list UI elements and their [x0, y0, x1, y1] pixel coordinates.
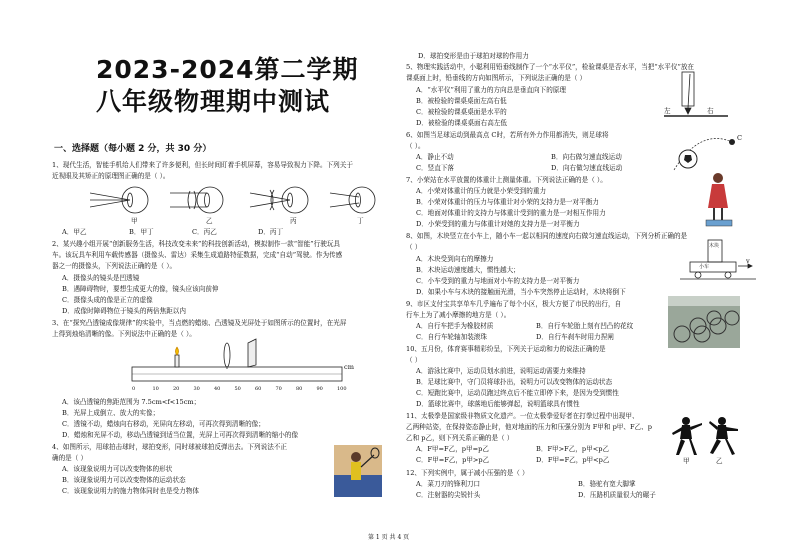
- ruler-tick-label: 40: [214, 386, 221, 392]
- q11-line1: 11、太极拳是国家级非物质文化遗产。一位太极拳爱好者在打拳过程中出现甲、: [406, 412, 639, 420]
- level-right-label: 右: [707, 107, 714, 115]
- q9-option-b: B．自行车轮胎上刻有凹凸的花纹: [536, 322, 634, 330]
- q7-option-d: D．小荣受到的重力与体重计对她的支持力是一对平衡力: [416, 220, 580, 228]
- scale-person-figure: [700, 170, 740, 230]
- q11-option-c: C．F甲=F乙，p甲>p乙: [416, 456, 490, 464]
- q5-line1: 5、物理实践活动中，小聪利用铅垂线制作了一个“水平仪”，检验课桌是否水平，当把“水平仪”放在: [406, 63, 695, 71]
- q9-option-d: D．自行车刹车时用力捏闸: [536, 333, 614, 341]
- q9-option-c: C．自行车轮轴加装滚珠: [416, 333, 487, 341]
- q2-option-d: D．成像时障碍物位于镜头的两倍焦距以内: [62, 307, 186, 315]
- q4-option-b: B．该现象说明力可以改变物体的运动状态: [62, 476, 186, 484]
- q12-option-c: C．注射器的尖锐针头: [416, 491, 481, 499]
- ruler-tick-label: 50: [234, 386, 241, 392]
- q1-option-a: A．甲乙: [62, 228, 87, 236]
- q7-option-b: B．小荣对体重计的压力与体重计对小荣的支持力是一对平衡力: [416, 198, 599, 206]
- football-diagram: [670, 132, 743, 172]
- ruler-tick-label: 0: [132, 386, 136, 392]
- ruler-tick-label: 20: [173, 386, 180, 392]
- q3-line2: 上得到烛焰清晰的像。下列说法中正确的是（ ）。: [52, 330, 196, 338]
- q8-line2: （ ）: [406, 243, 422, 251]
- level-diagram: [662, 70, 732, 125]
- q6-option-c: C．竖直下落: [416, 164, 455, 172]
- q10-option-c: C．短跑比赛中，运动员跑过终点后不能立即停下来，是因为受到惯性: [416, 389, 619, 397]
- eye-label-1: 甲: [131, 217, 138, 225]
- section-heading: 一、选择题（每小题 2 分，共 30 分）: [54, 144, 212, 154]
- q12-option-d: D．压路机质量很大的碾子: [578, 491, 656, 499]
- q6-option-a: A．静止不动: [416, 153, 454, 161]
- q3-option-b: B．光屏上成倒立、放大的实像；: [62, 409, 160, 417]
- taiji-label-2: 乙: [716, 457, 723, 465]
- q5-option-b: B．被检验的课桌桌面左高右低: [416, 97, 507, 105]
- q2-line2: 车。该玩具车利用车载传感器（摄像头、雷达）采集生成道路特征数据，完成“自动”驾驶。作为传感: [52, 251, 343, 259]
- page-footer: 第 1 页 共 4 页: [368, 534, 410, 541]
- q5-option-d: D．被检验的课桌桌面右高左低: [416, 119, 508, 127]
- q2-line1: 2、某兴趣小组开展“创新服务生活，科技改变未来”的科技创新活动，模拟制作一款“智能”行驶玩具: [52, 240, 341, 248]
- q3-option-a: A．该凸透镜的焦距范围为 7.5cm<f<15cm；: [62, 398, 201, 406]
- q10-option-d: D．篮球比赛中，球落地后能够弹起，说明篮球具有惯性: [416, 400, 580, 408]
- q10-line1: 10、五月份，体育赛事精彩纷呈，下列关于运动和力的说法正确的是: [406, 345, 606, 353]
- q10-option-a: A．游泳比赛中，运动员划水前进，说明运动需要力来维持: [416, 367, 586, 375]
- optical-bench: [130, 335, 370, 395]
- ruler-tick-label: 70: [275, 386, 282, 392]
- title-line2: 八年级物理期中测试: [96, 87, 331, 116]
- q4-option-c: C．该现象说明力的施力物体同时也是受力物体: [62, 487, 199, 495]
- ball-point-label: C: [737, 134, 743, 142]
- q7-line1: 7、小荣站在水平放置的体重计上测量体重。下列说法正确的是（ ）。: [406, 176, 607, 184]
- q9-line2: 行车上为了减小摩擦的地方是（ ）。: [406, 311, 511, 319]
- q6-line2: （ ）。: [406, 142, 425, 150]
- q11-option-a: A．F甲=F乙，p甲=p乙: [416, 445, 489, 453]
- q6-line1: 6、如图当足球运动到最高点 C时，若所有外力作用都消失，则足球将: [406, 131, 609, 139]
- badminton-photo: [334, 445, 382, 497]
- q12-option-a: A．菜刀刃的锋利刀口: [416, 480, 481, 488]
- q12-line1: 12、下列实例中，属于减小压强的是（ ）: [406, 469, 529, 477]
- q10-option-b: B．足球比赛中，守门员将球扑出，说明力可以改变物体的运动状态: [416, 378, 613, 386]
- q1-option-c: C．丙乙: [192, 228, 217, 236]
- ruler-tick-label: 30: [193, 386, 200, 392]
- shared-bikes-photo: [668, 296, 740, 348]
- q8-line1: 8、如图，木块竖立在小车上，随小车一起以相同的速度向右做匀速直线运动，下列分析正确的是: [406, 232, 688, 240]
- q1-option-d: D．丙丁: [258, 228, 284, 236]
- q4-line1: 4、如图所示，用球拍击球时，球拍变形，同时球被球拍反弹出去。下列说法不正: [52, 443, 287, 451]
- q8-option-c: C．小车受到的重力与地面对小车的支持力是一对平衡力: [416, 277, 580, 285]
- q7-option-a: A．小荣对体重计的压力就是小荣受到的重力: [416, 187, 547, 195]
- q4-option-d: D．球拍变形是由于球拍对球的作用力: [418, 52, 529, 60]
- title-line1: 2023-2024第二学期: [96, 55, 359, 84]
- q5-option-a: A．“水平仪”利用了重力的方向总是垂直向下的原理: [416, 86, 566, 94]
- q2-option-c: C．摄像头成的像是正立的虚像: [62, 296, 153, 304]
- q3-line1: 3、在“探究凸透镜成像规律”的实验中，当点燃的蜡烛、凸透镜及光屏处于如图所示的位置时，在光屏: [52, 319, 347, 327]
- eye-label-2: 乙: [206, 217, 213, 225]
- q10-line2: （ ）: [406, 356, 422, 364]
- q8-option-a: A．木块受到向右的摩擦力: [416, 255, 494, 263]
- cart-label: 小车: [699, 264, 710, 270]
- q8-option-d: D．如果小车与木块的接触面光滑，当小车突然停止运动时，木块将倒下: [416, 288, 626, 296]
- q9-option-a: A．自行车把手为橡胶材质: [416, 322, 494, 330]
- eye-label-3: 丙: [290, 217, 297, 225]
- q1-line2: 近视眼及其矫正的原理图正确的是（ ）。: [52, 172, 170, 180]
- q11-option-b: B．F甲>F乙，p甲<p乙: [536, 445, 610, 453]
- q5-option-c: C．被检验的课桌桌面是水平的: [416, 108, 507, 116]
- q9-line1: 9、市区支付宝共享单车几乎遍布了每个小区，极大方便了市民的出行，自: [406, 300, 622, 308]
- q11-option-d: D．F甲=F乙，p甲<p乙: [536, 456, 610, 464]
- velocity-label: v: [746, 257, 750, 265]
- q4-line2: 确的是（ ）: [52, 454, 88, 462]
- ruler-tick-label: 60: [255, 386, 262, 392]
- q11-line3: 乙和 p乙，则下列关系正确的是（ ）: [406, 434, 514, 442]
- level-left-label: 左: [664, 107, 671, 115]
- q7-option-c: C．地面对体重计的支持力与体重计受到的重力是一对相互作用力: [416, 209, 606, 217]
- q2-line3: 器之一的摄像头，下列说法正确的是（ ）。: [52, 262, 177, 270]
- eye-label-4: 丁: [357, 217, 364, 225]
- q6-option-b: B．向右做匀速直线运动: [551, 153, 622, 161]
- q3-option-c: C．透镜不动，蜡烛向右移动，光屏向左移动，可再次得到清晰的像；: [62, 420, 265, 428]
- q1-option-b: B．甲丁: [129, 228, 154, 236]
- taiji-figures: [670, 415, 740, 465]
- q4-option-a: A．该现象说明力可以改变物体的形状: [62, 465, 173, 473]
- ruler-tick-label: 90: [316, 386, 323, 392]
- q2-option-a: A．摄像头的镜头是凹透镜: [62, 274, 140, 282]
- ruler-unit: cm: [344, 363, 354, 371]
- q2-option-b: B．遇障碍物时，要想生成更大的像，镜头应该向前伸: [62, 285, 219, 293]
- q3-option-d: D．蜡烛和光屏不动，移动凸透镜到适当位置，光屏上可再次得到清晰的缩小的像: [62, 431, 299, 439]
- block-label: 木块: [709, 243, 720, 249]
- q12-option-b: B．骆驼有宽大脚掌: [578, 480, 636, 488]
- q6-option-d: D．向右做匀速直线运动: [551, 164, 623, 172]
- q11-line2: 乙两种站姿，在保持姿态静止时，他对地面的压力和压强分别为 F甲和 p甲、F乙、p: [406, 423, 652, 431]
- q5-line2: 课桌面上时，铅垂线的方向如图所示，下列说法正确的是（ ）: [406, 74, 587, 82]
- q8-option-b: B．木块运动速度越大，惯性越大；: [416, 266, 520, 274]
- ruler-tick-label: 80: [296, 386, 303, 392]
- q1-line1: 1、现代生活，智能手机给人们带来了许多便利，但长时间盯着手机屏幕，容易导致视力下降。下列关于: [52, 161, 353, 169]
- ruler-tick-label: 100: [337, 386, 347, 392]
- taiji-label-1: 甲: [683, 457, 690, 465]
- ruler-tick-label: 10: [152, 386, 159, 392]
